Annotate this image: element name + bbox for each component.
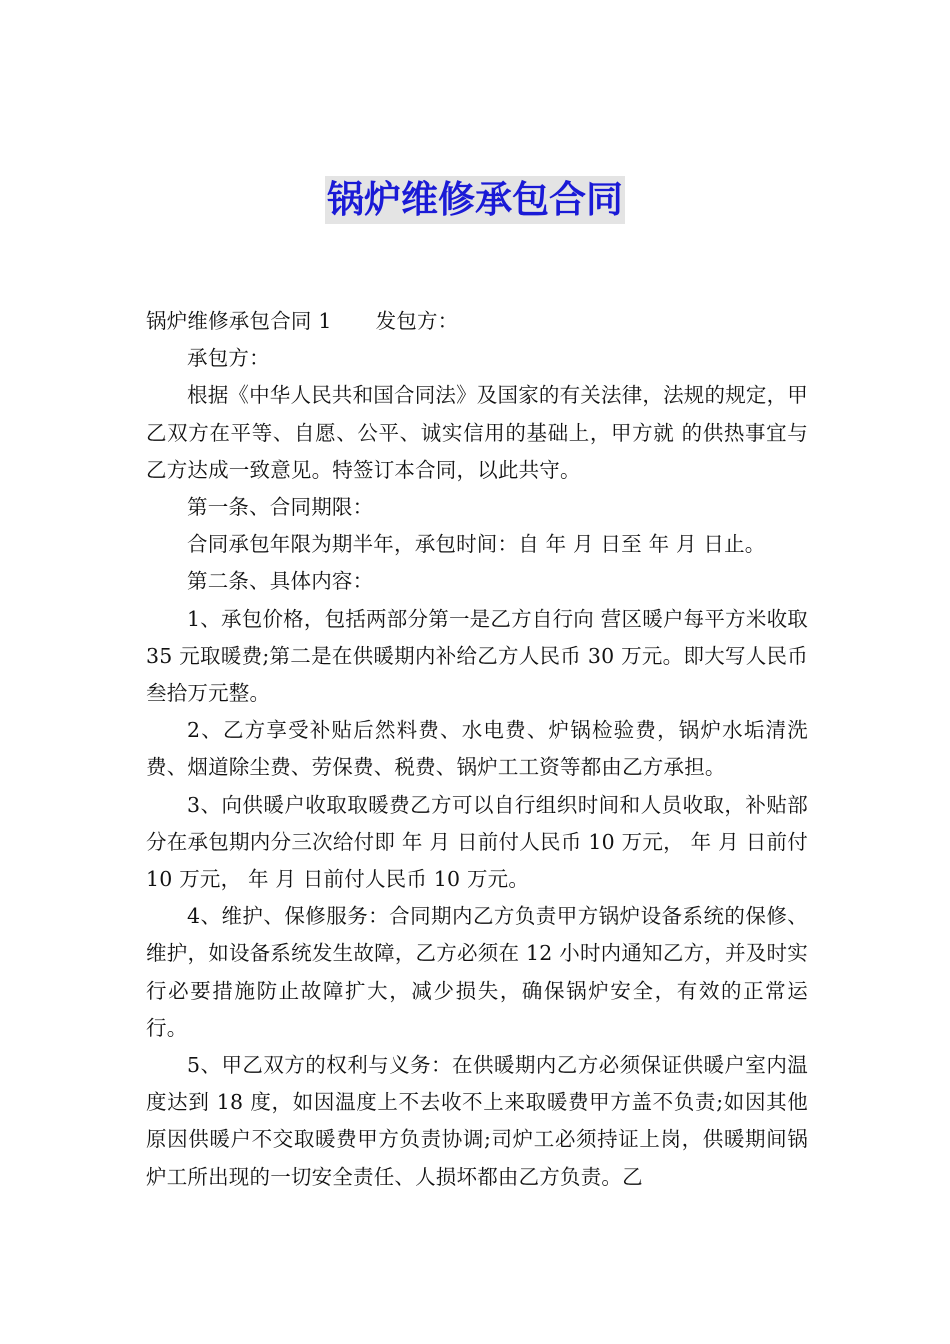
paragraph: 承包方： bbox=[187, 346, 270, 371]
paragraph: 合同承包年限为期半年，承包时间：自 年 月 日至 年 月 日止。 bbox=[187, 532, 766, 557]
contract-heading: 锅炉维修承包合同 1 bbox=[146, 309, 332, 333]
title-container bbox=[0, 176, 950, 224]
paragraph: 3、向供暖户收取取暖费乙方可以自行组织时间和人员收取，补贴部分在承包期内分三次给付即 年 月 日前付人民币 10 万元， 年 月 日前付 10 万元， 年 月 日前付人民币 10 万元。 bbox=[146, 792, 808, 892]
paragraph: 根据《中华人民共和国合同法》及国家的有关法律，法规的规定，甲乙双方在平等、自愿、公平、诚实信用的基础上，甲方就 的供热事宜与乙方达成一致意见。特签订本合同，以此共守。 bbox=[146, 383, 808, 482]
paragraph: 5、甲乙双方的权利与义务：在供暖期内乙方必须保证供暖户室内温度达到 18 度，如因温度上不去收不上来取暖费甲方盖不负责;如因其他原因供暖户不交取暖费甲方负责协调;司炉工必须持证上岗，供暖期间锅炉工所出现的一切安全责任、人损坏都由乙方负责。乙 bbox=[146, 1053, 808, 1189]
document-body bbox=[146, 303, 808, 1196]
paragraph: 1、承包价格，包括两部分第一是乙方自行向 营区暖户每平方米收取 35 元取暖费;第二是在供暖期内补给乙方人民币 30 万元。即大写人民币叁拾万元整。 bbox=[146, 606, 808, 706]
employer-label: 发包方： bbox=[375, 309, 459, 333]
paragraph: 第二条、具体内容： bbox=[187, 569, 374, 594]
heading-line bbox=[146, 303, 808, 340]
paragraph: 第一条、合同期限： bbox=[187, 495, 374, 520]
paragraph: 4、维护、保修服务：合同期内乙方负责甲方锅炉设备系统的保修、维护，如设备系统发生故障，乙方必须在 12 小时内通知乙方，并及时实行必要措施防止故障扩大，减少损失，确保锅炉安全，有效的正常运行。 bbox=[146, 904, 808, 1040]
document-title: 锅炉维修承包合同 bbox=[325, 176, 625, 224]
paragraph: 2、乙方享受补贴后然料费、水电费、炉锅检验费，锅炉水垢清洗费、烟道除尘费、劳保费、税费、锅炉工工资等都由乙方承担。 bbox=[146, 718, 808, 780]
